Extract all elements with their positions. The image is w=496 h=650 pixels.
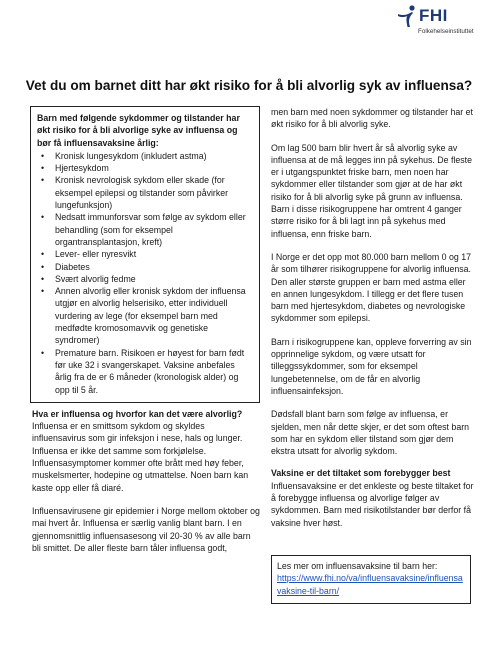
left-column	[32, 106, 260, 554]
list-item: • Kronisk nevrologisk sykdom eller skade (for eksempel epilepsi og tilstander som påvirker lungefunksjon)	[37, 174, 253, 211]
brand-name: FHI	[419, 6, 448, 25]
influenza-paragraph-1: Influensa er en smittsom sykdom og skyldes influensavirus som gir infeksjon i nese, hals og lunger. Influensa er ikke det samme som forkjølelse. Influensasymptomer kommer ofte brått med høy feber, muskelsmerter, hodepine og utmattelse. Noen barn kan kaste opp eller få diaré.	[32, 421, 249, 493]
risk-groups-box	[30, 106, 260, 403]
vaccine-heading: Vaksine er det tiltaket som forebygger best	[271, 468, 451, 479]
list-item: • Kronisk lungesykdom (inkludert astma)	[37, 150, 253, 162]
right-paragraph-1: Om lag 500 barn blir hvert år så alvorlig syke av influensa at de må legges inn på sykehus. De fleste er i utgangspunktet friske barn, men noen har sykdommer eller tilstander som gjør at de har økt risiko for å bli alvorlig syke på grunn av influensa. Barn i disse risikogruppene har omtrent 4 ganger større risiko for å bli lagt inn på sykehus med influensa, enn friske barn.	[271, 142, 472, 239]
list-item: • Lever- eller nyresvikt	[37, 248, 253, 260]
list-item: • Diabetes	[37, 261, 253, 273]
list-item: • Annen alvorlig eller kronisk sykdom der influensa utgjør en alvorlig helserisiko, etter individuell vurdering av lege (for eksempel barn med medfødte kromosomavvik og genetiske syndromer)	[37, 285, 253, 346]
right-paragraph-3: Barn i risikogruppene kan, oppleve forverring av sin opprinnelige sykdom, og være utsatt for tilleggssykdommer, som for eksempel lungebetennelse, om de får en alvorlig influensainfeksjon.	[271, 336, 472, 396]
right-paragraph-4: Dødsfall blant barn som følge av influensa, er sjelden, men når dette skjer, er det som oftest barn som har en sykdom eller tilstand som gjør dem ekstra utsatt for alvorlig sykdom.	[271, 409, 470, 457]
page-title: Vet du om barnet ditt har økt risiko for å bli alvorlig syk av influensa?	[25, 78, 473, 93]
risk-list	[37, 150, 253, 396]
right-paragraph-2: I Norge er det opp mot 80.000 barn mellom 0 og 17 år som tilhører risikogruppene for alvorlig influensa. Den aller største gruppen er barn med astma eller en annen lungesykdom. I tillegg er det flere tusen barn med hjertesykdom, diabetes og nevrologiske sykdommer som epilepsi.	[271, 251, 472, 324]
read-more-label: Les mer om influensavaksine til barn her:	[277, 560, 438, 571]
list-item: • Nedsatt immunforsvar som følge av sykdom eller behandling (som for eksempel organtransplantasjon, kreft)	[37, 211, 253, 248]
right-column	[271, 106, 477, 604]
brand-subtitle: Folkehelseinstituttet	[418, 28, 474, 35]
list-item: • Premature barn. Risikoen er høyest for barn født før uke 32 i svangerskapet. Vaksine anbefales årlig fra de er 6 måneder (kronologisk alder) og opp til 5 år.	[37, 347, 253, 396]
right-paragraph-0: men barn med noen sykdommer og tilstander har et økt risiko for å bli alvorlig syke.	[271, 107, 473, 130]
fhi-logo	[396, 4, 492, 38]
risk-box-heading: Barn med følgende sykdommer og tilstander har økt risiko for å bli alvorlige syke av influensa og bør få influensavaksine årlig:	[37, 113, 240, 148]
fhi-figure-logo-icon	[396, 4, 418, 28]
influenza-paragraph-2: Influensavirusene gir epidemier i Norge mellom oktober og mai hvert år. Influensa er særlig vanlig blant barn. I en gjennomsnittlig influensasesong vil 20-30 % av alle barn bli smittet. De aller fleste barn tåler influensa godt,	[32, 505, 260, 553]
read-more-box	[271, 555, 471, 604]
list-item: • Hjertesykdom	[37, 162, 253, 174]
list-item: • Svært alvorlig fedme	[37, 273, 253, 285]
vaccine-paragraph: Influensavaksine er det enkleste og beste tiltaket for å forebygge influensa og alvorlige følger av sykdommen. Barn med risikotilstander bør derfor få vaksine hver høst.	[271, 480, 474, 528]
read-more-link[interactable]: https://www.fhi.no/va/influensavaksine/influensavaksine-til-barn/	[277, 573, 463, 596]
influenza-section-heading: Hva er influensa og hvorfor kan det være alvorlig?	[32, 408, 243, 419]
